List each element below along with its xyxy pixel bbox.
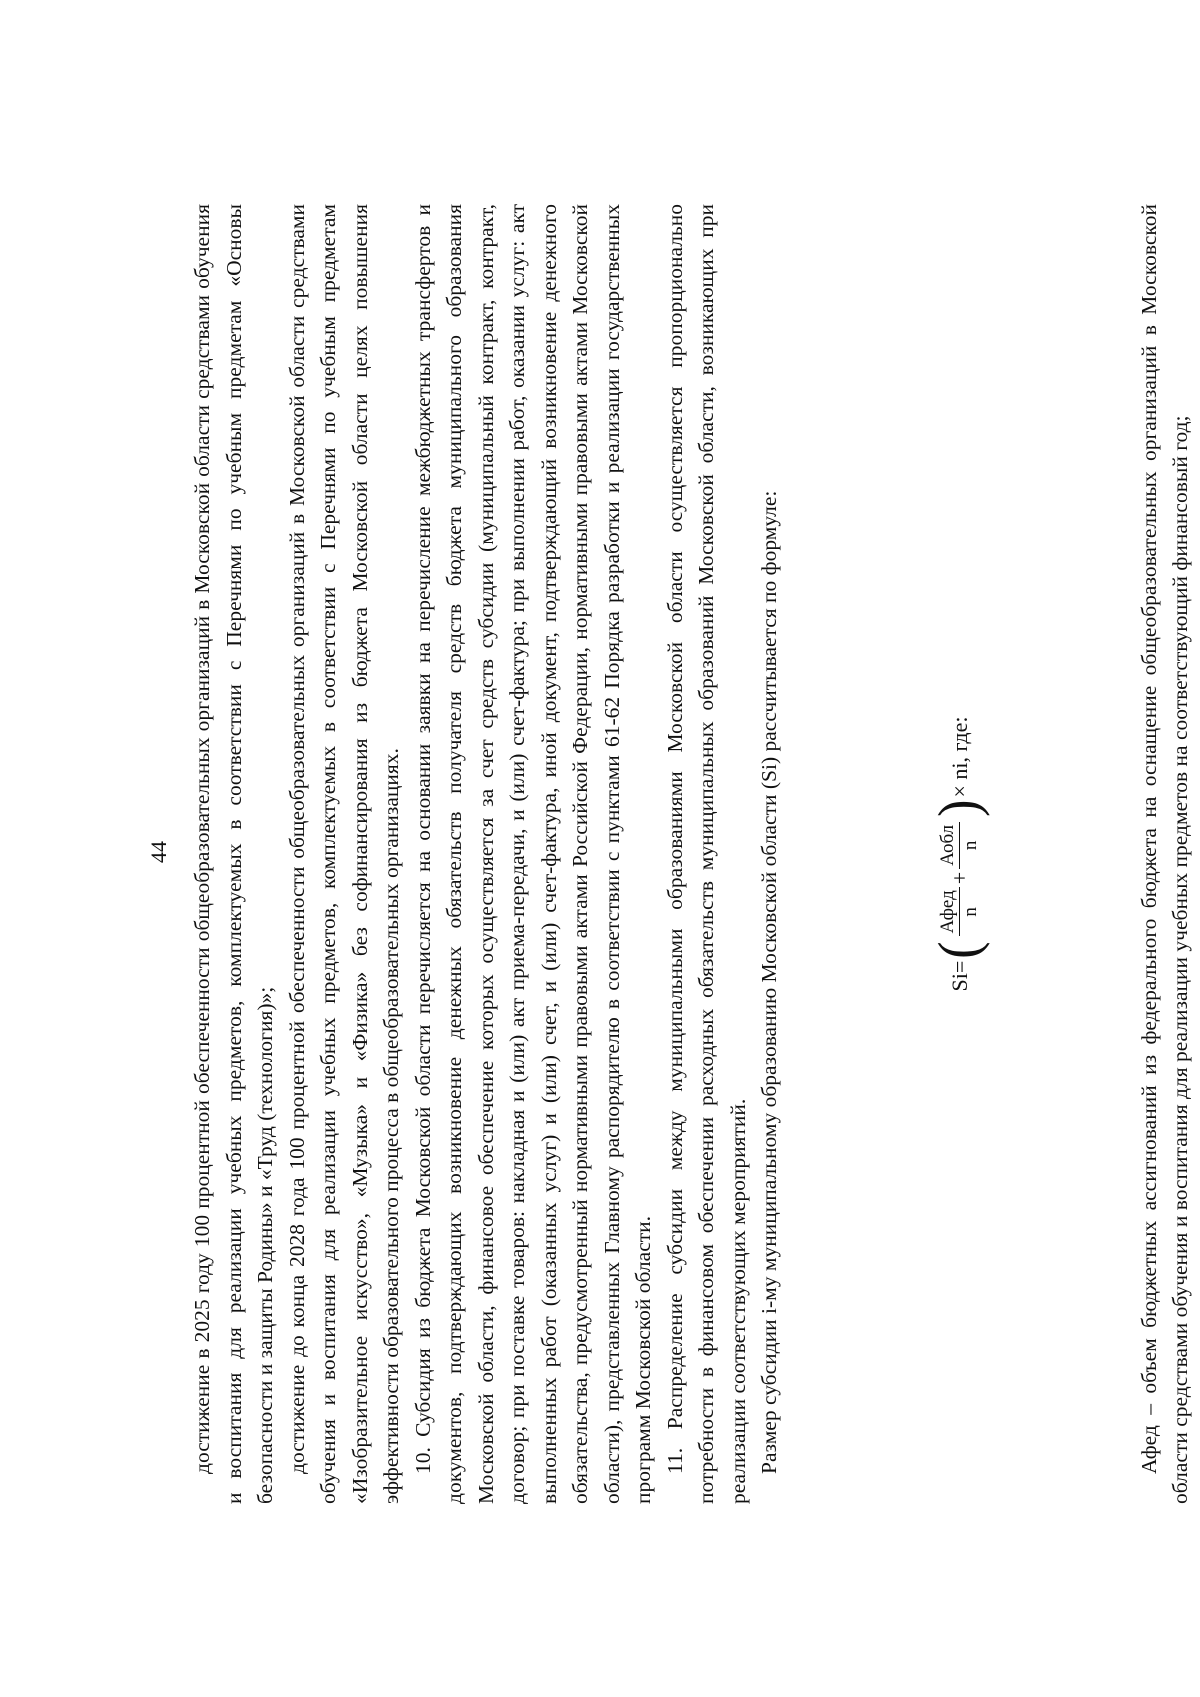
formula-open-paren: ( [927,941,991,959]
paragraph: достижение в 2025 году 100 процентной обеспеченности общеобразовательных организаций в Московской области средствами обучения и воспитания для реализации учебных предметов, комплектуемых в соответствии с Перечнями по учебным предметам «Основы безопасности и защиты Родины» и «Труд (технология)»; [190,204,277,1504]
formula-fraction-obl [937,822,982,869]
paragraph: 10. Субсидия из бюджета Московской области перечисляется на основании заявки на перечисление межбюджетных трансфертов и документов, подтверждающих возникновение денежных обязательств получателя средств бюджета муниципального образования Московской области, финансовое обеспечение которых осуществляется за счет средств субсидии (муниципальный контракт, контракт, договор; при поставке товаров: накладная и (или) акт приема-передачи, и (или) счет-фактура; при выполнении работ, оказании услуг: акт выполненных работ (оказанных услуг) и (или) счет, и (или) счет-фактура, иной документ, подтверждающий возникновение денежного обязательства, предусмотренный нормативными правовыми актами Российской Федерации, нормативными правовыми актами Московской области), представленных Главному распорядителю в соответствии с пунктами 61-62 Порядка разработки и реализации государственных программ Московской области. [410,204,655,1504]
fraction-numerator: Афед [937,887,960,936]
definition-item: Афед – объем бюджетных ассигнований из федерального бюджета на оснащение общеобразовательных организаций в Московской области средствами обучения и воспитания для реализации учебных предметов на соответствующий финансовый год; [1136,204,1192,1504]
formula-equals: = [946,960,972,974]
fraction-numerator: Аобл [937,822,960,869]
paragraph: Размер субсидии i-му муниципальному образованию Московской области (Si) рассчитывается по формуле: [757,490,781,1474]
rotated-page-content [15,72,1192,1632]
formula-tail: × ni, где: [946,716,972,798]
document-body [187,204,1197,1504]
page-number: 44 [146,841,171,863]
definitions [1134,204,1197,1504]
subsidy-formula [927,204,991,1504]
fraction-denominator: n [960,907,981,917]
formula-close-paren: ) [927,799,991,817]
formula-fraction-fed [937,887,982,936]
paragraph: достижение до конца 2028 года 100 процентной обеспеченности общеобразовательных организаций в Московской области средствами обучения и воспитания для реализации учебных предметов, комплектуемых в соответствии с Перечнями по учебным предметам «Изобразительное искусство», «Музыка» и «Физика» без софинансирования из бюджета Московской области целях повышения эффективности образовательного процесса в общеобразовательных организациях. [284,204,403,1504]
paragraph: 11. Распределение субсидии между муниципальными образованиями Московской области осуществляется пропорционально потребности в финансовом обеспечении расходных обязательств муниципальных образований Московской области, возникающих при реализации соответствующих мероприятий. [662,204,750,1504]
formula-lhs: Si [946,973,972,992]
fraction-denominator: n [960,840,981,851]
formula-plus: + [946,871,972,885]
